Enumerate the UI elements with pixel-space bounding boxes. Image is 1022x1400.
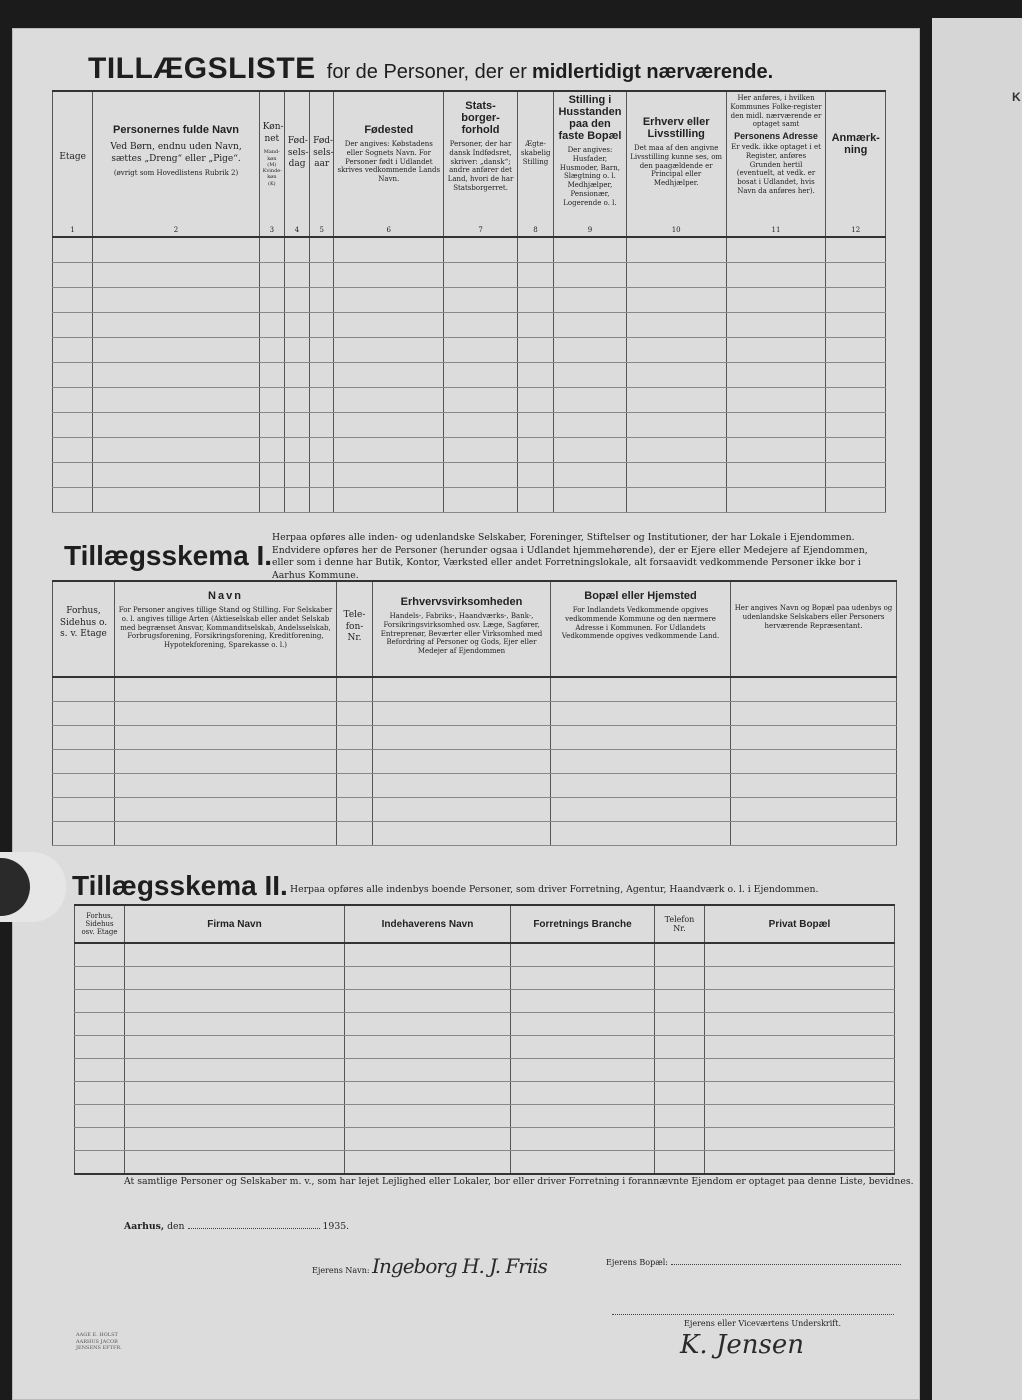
den-label: den xyxy=(167,1221,185,1232)
header-birthday: Fød-sels-dag 4 xyxy=(284,91,309,237)
header-birthyear: Fød-sels-aar 5 xyxy=(310,91,334,237)
adjacent-page xyxy=(932,18,1022,1400)
table-row xyxy=(75,967,895,990)
header-occupation: Erhverv eller Livsstilling Det maa af den angivne Livsstilling kunne ses, om den paagældende er Principal eller Medhjælper. 10 xyxy=(626,91,726,237)
skema2-table xyxy=(74,904,895,1175)
skema1-description: Herpaa opføres alle inden- og udenlandske Selskaber, Foreninger, Stiftelser og Institutioner, der har Lokale i Ejendommen. Endvidere opføres her de Personer (herunder ogsaa i Udlandet hjemmehørende), der er Ejere eller Medejere af Ejendommen, eller som i denne har Butik, Kontor, Værksted eller andet Forretningslokale, alt forsaavidt vedkommende Personer ikke bor i Aarhus Kommune. xyxy=(272,532,868,581)
table-row xyxy=(53,488,886,513)
s2-header-firm: Firma Navn xyxy=(125,905,345,943)
date-blank[interactable] xyxy=(188,1228,320,1229)
certification-text: At samtlige Personer og Selskaber m. v., som har lejet Lejlighed eller Lokaler, bor eller driver Forretning i forannævnte Ejendom er optaget paa denne Liste, bevidnes. xyxy=(124,1176,914,1187)
table-row xyxy=(53,413,886,438)
skema2-description: Herpaa opføres alle indenbys boende Personer, som driver Forretning, Agentur, Haandværk o. l. i Ejendommen. xyxy=(290,884,819,895)
table-row xyxy=(75,1105,895,1128)
table-row xyxy=(53,338,886,363)
header-household: Stilling i Husstanden paa den faste Bopæl Der angives: Husfader, Husmoder, Barn, Slægtning o. l. Medhjælper, Pensionær, Logerende o. l. 9 xyxy=(554,91,627,237)
s2-header-private-address: Privat Bopæl xyxy=(705,905,895,943)
table-row xyxy=(75,1036,895,1059)
owner-address-blank[interactable] xyxy=(671,1264,901,1265)
s2-header-branch: Forretnings Branche xyxy=(511,905,655,943)
title-middle: for de Personer, der er xyxy=(326,61,527,83)
table-row xyxy=(75,1082,895,1105)
table-row xyxy=(75,990,895,1013)
table-row xyxy=(53,798,897,822)
s2-header-phone: Telefon Nr. xyxy=(655,905,705,943)
header-marital: Ægte-skabelig Stilling 8 xyxy=(517,91,553,237)
caretaker-signature: K. Jensen xyxy=(680,1330,804,1360)
table-row xyxy=(53,363,886,388)
s1-header-name: Navn For Personer angives tillige Stand og Stilling. For Selskaber o. l. angives tillige Arten (Aktieselskab eller andet Selskab med begrænset Ansvar, Kommanditselskab, Andelsselskab, Forbrugsforening, Forsikringsforening, Kreditforening, Hypotekforening, Sparekasse o. l.) xyxy=(115,581,337,677)
owner-address-label: Ejerens Bopæl: xyxy=(606,1258,669,1267)
table-row xyxy=(53,463,886,488)
table-row xyxy=(75,943,895,967)
skema1-table xyxy=(52,580,897,846)
signature-line xyxy=(612,1314,894,1315)
s2-header-etage: Forhus, Sidehus osv. Etage xyxy=(75,905,125,943)
table-row xyxy=(53,702,897,726)
year: 1935. xyxy=(322,1221,350,1232)
date-line xyxy=(124,1221,349,1232)
owner-name-line xyxy=(312,1254,547,1278)
table-row xyxy=(53,677,897,702)
s1-header-representative: Her angives Navn og Bopæl paa udenbys og udenlandske Selskabers eller Personers herværende Repræsentant. xyxy=(731,581,897,677)
table-row xyxy=(53,388,886,413)
table-row xyxy=(53,288,886,313)
table-row xyxy=(75,1013,895,1036)
header-etage: Etage 1 xyxy=(53,91,93,237)
table-row xyxy=(53,726,897,750)
city: Aarhus, xyxy=(124,1221,165,1232)
header-address: Her anføres, i hvilken Kommunes Folke-register den midl. nærværende er optaget samt Personens Adresse Er vedk. ikke optaget i et Register, anføres Grunden hertil (eventuelt, at vedk. er bosat i Udlandet, hvis Navn da anføres her). 11 xyxy=(726,91,826,237)
header-remarks: Anmærk-ning 12 xyxy=(826,91,886,237)
printer-imprint: AAGE E. HOLST AARHUS JACOB JENSENS EFTFR. xyxy=(76,1332,122,1351)
main-table xyxy=(52,90,886,513)
s2-header-owner: Indehaverens Navn xyxy=(345,905,511,943)
thumb-holding-page xyxy=(0,852,66,922)
skema1-title: Tillægsskema I. xyxy=(64,540,273,571)
title-main: TILLÆGSLISTE xyxy=(88,52,316,85)
table-row xyxy=(75,1151,895,1175)
adjacent-page-letter: K xyxy=(1012,90,1021,104)
table-row xyxy=(75,1059,895,1082)
table-row xyxy=(53,438,886,463)
table-row xyxy=(53,313,886,338)
owner-name-label: Ejerens Navn: xyxy=(312,1266,370,1275)
s1-header-phone: Tele-fon-Nr. xyxy=(337,581,373,677)
signature-label: Ejerens eller Viceværtens Underskrift. xyxy=(684,1319,842,1328)
title-bold-end: midlertidigt nærværende. xyxy=(531,61,774,83)
header-gender: Køn-net Mand-køn (M) Kvinde-køn (K) 3 xyxy=(259,91,284,237)
s1-header-business: Erhvervsvirksomheden Handels-, Fabriks-, Haandværks-, Bank-, Forsikringsvirksomhed osv. Læge, Sagfører, Entreprenør, Beværter eller Virksomhed med Befordring af Personer og Gods, Ejer eller Medejer af Ejendommen xyxy=(373,581,551,677)
skema2-title: Tillægsskema II. xyxy=(72,870,288,901)
s1-header-etage: Forhus, Sidehus o. s. v. Etage xyxy=(53,581,115,677)
owner-address-line xyxy=(606,1258,901,1267)
owner-signature: Ingeborg H. J. Friis xyxy=(372,1254,547,1278)
table-row xyxy=(53,750,897,774)
header-full-name: Personernes fulde Navn Ved Børn, endnu uden Navn, sættes „Dreng“ eller „Pige“. (øvrigt som Hovedlistens Rubrik 2) 2 xyxy=(93,91,259,237)
table-row xyxy=(53,774,897,798)
header-birthplace: Fødested Der angives: Købstadens eller Sognets Navn. For Personer født i Udlandet skrives vedkommende Lands Navn. 6 xyxy=(334,91,444,237)
table-row xyxy=(53,263,886,288)
header-citizenship: Stats-borger-forhold Personer, der har dansk Indfødsret, skriver: „dansk“; andre anfører det Land, hvori de har Statsborgerret. 7 xyxy=(444,91,518,237)
table-row xyxy=(53,822,897,846)
s1-header-residence: Bopæl eller Hjemsted For Indlandets Vedkommende opgives vedkommende Kommune og den nærmere Adresse i Kommunen. For Udlandets Vedkommende opgives vedkommende Land. xyxy=(551,581,731,677)
table-row xyxy=(75,1128,895,1151)
page-title xyxy=(88,52,773,86)
table-row xyxy=(53,237,886,263)
